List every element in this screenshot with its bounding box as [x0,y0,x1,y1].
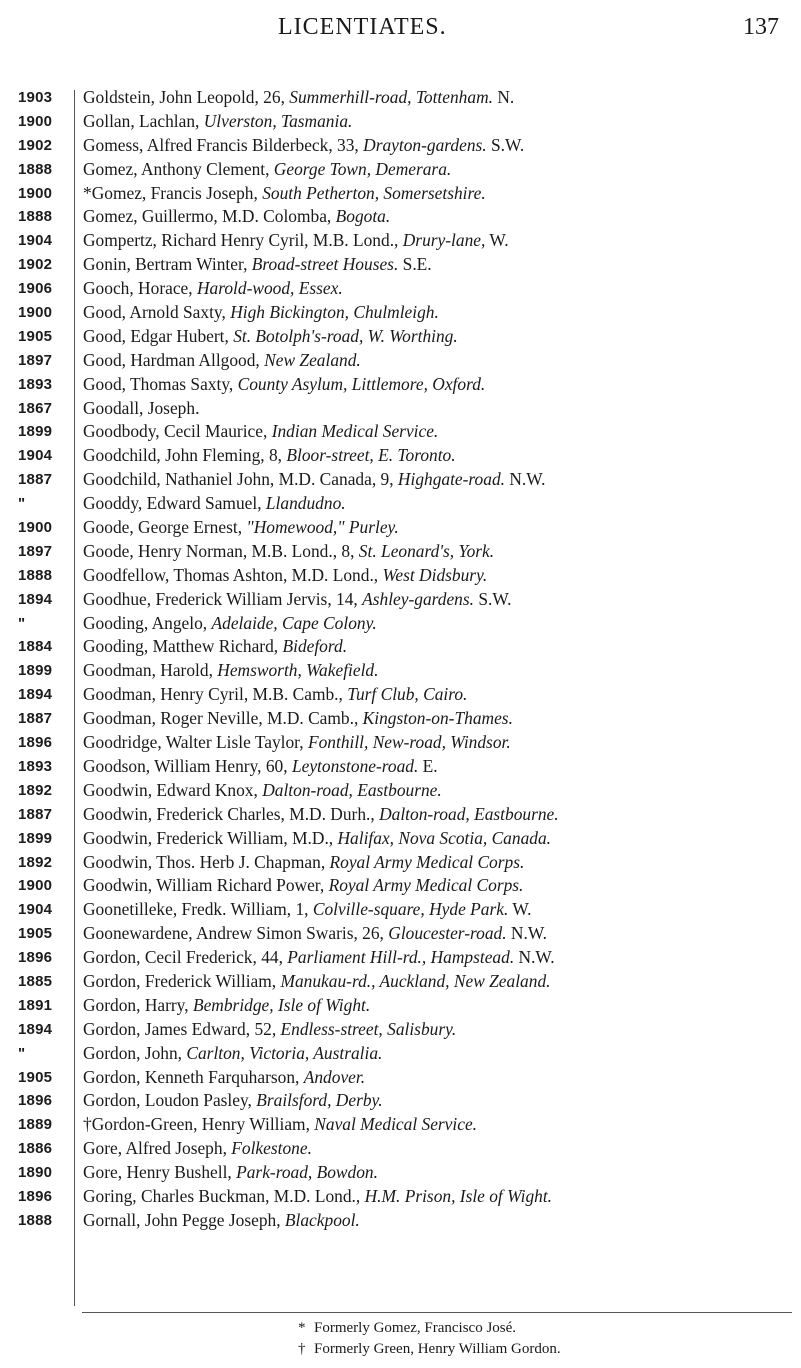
entry-year: 1897 [18,542,53,560]
entry-name: Goodwin, William Richard Power, [83,875,329,896]
entry-name: Gordon, James Edward, 52, [83,1018,281,1039]
entry-text [83,397,795,421]
entry-address: Drayton-gardens. [363,134,487,155]
entry-address: Endless-street, Salisbury. [280,1018,457,1039]
list-item [0,420,801,444]
entry-text [83,205,795,229]
list-item [0,373,801,397]
entry-address: Llandudno. [265,493,346,514]
entry-address: Bembridge, Isle of Wight. [192,994,371,1015]
entry-name: Goldstein, John Leopold, 26, [83,87,290,107]
list-item [0,1185,801,1209]
page-number: 137 [743,14,779,40]
list-item [0,444,801,468]
entry-address: Ashley-gardens. [362,588,474,609]
entry-name: †Gordon-Green, Henry William, [83,1114,315,1135]
entry-year: 1897 [18,351,53,369]
list-item [0,994,801,1018]
entry-text [83,588,795,612]
list-item [0,1089,801,1113]
list-item [0,1209,801,1233]
footnote-rule [82,1312,792,1313]
entry-text [83,253,795,277]
entry-text [83,731,795,755]
list-item [0,1018,801,1042]
list-item [0,946,801,970]
entry-name: Gornall, John Pegge Joseph, [83,1209,285,1230]
entry-year: 1892 [18,853,53,871]
entry-postal-district: N.W. [505,469,546,490]
entry-year: 1900 [18,184,53,202]
entry-text [83,1018,795,1042]
list-item [0,588,801,612]
list-item [0,851,801,875]
entry-name: Goonewardene, Andrew Simon Swaris, 26, [83,923,389,944]
entry-address: New Zealand. [264,349,361,370]
entry-year: 1885 [18,972,53,990]
entry-text [83,468,795,492]
page-header [0,14,801,54]
entry-text [83,779,795,803]
entry-text [83,1066,795,1090]
footnote [0,1318,801,1339]
entry-name: Gordon, Harry, [83,994,193,1015]
footnote-text: Formerly Green, Henry William Gordon. [314,1341,561,1357]
list-item [0,1113,801,1137]
entry-year: 1889 [18,1116,53,1134]
entry-text [83,946,795,970]
list-item [0,922,801,946]
entry-address: Bideford. [282,636,348,657]
entry-postal-district: N.W. [506,923,547,944]
entry-year: 1887 [18,471,53,489]
entry-name: *Gomez, Francis Joseph, [83,182,263,203]
entry-text [83,970,795,994]
entry-text [83,1042,795,1066]
entry-name: Goodwin, Frederick William, M.D., [83,827,338,848]
entry-year: 1887 [18,710,53,728]
entry-year: 1886 [18,1140,53,1158]
entry-address: Fonthill, New-road, Windsor. [307,732,511,753]
entry-year: 1905 [18,1068,53,1086]
footnotes [0,1318,801,1360]
entry-text [83,1089,795,1113]
entry-year: 1888 [18,566,53,584]
entry-year: " [18,495,26,513]
entry-text [83,612,795,636]
entry-text [83,803,795,827]
list-item [0,803,801,827]
entry-address: Adelaide, Cape Colony. [211,612,377,633]
list-item [0,1042,801,1066]
entry-name: Goodall, Joseph. [83,397,200,418]
entry-name: Gordon, Kenneth Farquharson, [83,1066,304,1087]
entry-text [83,1209,795,1233]
entry-text [83,492,795,516]
entry-year: " [18,1044,26,1062]
entry-name: Good, Thomas Saxty, [83,373,238,394]
entry-text [83,659,795,683]
entry-year: 1899 [18,829,53,847]
entry-postal-district: S.W. [486,134,525,155]
entry-address: Royal Army Medical Corps. [328,875,524,896]
entry-year: 1899 [18,662,53,680]
entry-name: Gooding, Angelo, [83,612,212,633]
list-item [0,516,801,540]
entry-address: Brailsford, Derby. [256,1090,383,1111]
list-item [0,325,801,349]
entry-text [83,564,795,588]
entry-address: Manukau-rd., Auckland, New Zealand. [280,970,551,991]
entry-address: Turf Club, Cairo. [347,684,468,705]
entry-year: 1888 [18,160,53,178]
entry-text [83,1161,795,1185]
entry-address: Dalton-road, Eastbourne. [379,803,559,824]
entry-year: 1899 [18,423,53,441]
entry-address: Dalton-road, Eastbourne. [262,779,442,800]
entry-address: Bogota. [335,206,391,227]
entry-text [83,325,795,349]
entry-text [83,373,795,397]
entry-address: "Homewood," Purley. [246,517,399,538]
entry-address: Gloucester-road. [388,923,507,944]
entry-text [83,277,795,301]
entry-year: 1905 [18,925,53,943]
entry-year: 1905 [18,327,53,345]
licentiate-list [0,86,801,1233]
entry-year: 1896 [18,949,53,967]
entry-text [83,994,795,1018]
entry-year: 1904 [18,447,53,465]
entry-text [83,707,795,731]
entry-year: 1884 [18,638,53,656]
entry-address: Carlton, Victoria, Australia. [186,1042,383,1063]
list-item [0,253,801,277]
entry-postal-district: S.E. [398,254,432,275]
footnote-mark: * [298,1320,306,1336]
list-item [0,731,801,755]
entry-text [83,110,795,134]
list-item [0,1066,801,1090]
entry-address: Parliament Hill-rd., Hampstead. [287,947,515,968]
entry-year: 1902 [18,256,53,274]
entry-name: Goodridge, Walter Lisle Taylor, [83,732,308,753]
entry-year: 1896 [18,734,53,752]
entry-name: Goode, Henry Norman, M.B. Lond., 8, [83,540,359,561]
entry-name: Goodman, Henry Cyril, M.B. Camb., [83,684,348,705]
entry-text [83,86,795,110]
entry-text [83,420,795,444]
entry-address: County Asylum, Littlemore, Oxford. [237,373,486,394]
entry-name: Goode, George Ernest, [83,517,247,538]
entry-text [83,898,795,922]
entry-address: H.M. Prison, Isle of Wight. [364,1185,553,1206]
list-item [0,277,801,301]
entry-name: Gollan, Lachlan, [83,110,204,131]
entry-name: Gordon, Loudon Pasley, [83,1090,257,1111]
entry-year: 1896 [18,1187,53,1205]
list-item [0,1137,801,1161]
list-item [0,540,801,564]
list-item [0,205,801,229]
entry-year: 1900 [18,304,53,322]
entry-address: St. Leonard's, York. [358,540,495,561]
entry-name: Good, Edgar Hubert, [83,325,234,346]
entry-text [83,683,795,707]
list-item [0,1161,801,1185]
entry-address: George Town, Demerara. [273,158,452,179]
list-item [0,755,801,779]
entry-text [83,134,795,158]
entry-name: Goring, Charles Buckman, M.D. Lond., [83,1185,365,1206]
list-item [0,683,801,707]
list-item [0,397,801,421]
list-item [0,86,801,110]
entry-address: Halifax, Nova Scotia, Canada. [337,827,552,848]
entry-year: 1894 [18,590,53,608]
entry-text [83,635,795,659]
entry-postal-district: E. [418,755,438,776]
entry-address: Harold-wood, Essex. [196,278,343,299]
list-item [0,134,801,158]
entry-year: 1888 [18,208,53,226]
entry-name: Goodman, Harold, [83,660,218,681]
entry-year: 1900 [18,877,53,895]
entry-text [83,1113,795,1137]
entry-name: Goodwin, Frederick Charles, M.D. Durh., [83,803,380,824]
entry-year: 1890 [18,1164,53,1182]
entry-address: Broad-street Houses. [251,254,399,275]
entry-year: 1867 [18,399,53,417]
entry-name: Goodwin, Edward Knox, [83,779,263,800]
list-item [0,970,801,994]
entry-address: Blackpool. [284,1209,360,1230]
entry-address: Colville-square, Hyde Park. [312,899,509,920]
entry-year: 1900 [18,519,53,537]
entry-text [83,827,795,851]
entry-name: Goodman, Roger Neville, M.D. Camb., [83,708,363,729]
list-item [0,110,801,134]
entry-text [83,1185,795,1209]
entry-address: Hemsworth, Wakefield. [217,660,379,681]
entry-address: South Petherton, Somersetshire. [262,182,486,203]
entry-name: Goodchild, Nathaniel John, M.D. Canada, 9, [83,469,398,490]
entry-address: Indian Medical Service. [271,421,439,442]
entry-year: 1894 [18,1020,53,1038]
list-item [0,492,801,516]
entry-year: 1894 [18,686,53,704]
entry-name: Gordon, Frederick William, [83,970,281,991]
entry-postal-district: N. [492,87,515,107]
list-item [0,349,801,373]
entry-name: Gompertz, Richard Henry Cyril, M.B. Lond., [83,230,403,251]
entry-year: 1893 [18,375,53,393]
entry-address: Bloor-street, E. Toronto. [286,445,456,466]
footnote [0,1339,801,1360]
entry-postal-district: N.W. [514,947,555,968]
list-item [0,182,801,206]
entry-postal-district: W. [485,230,509,251]
footnote-text: Formerly Gomez, Francisco José. [314,1320,517,1336]
entry-name: Goodchild, John Fleming, 8, [83,445,287,466]
entry-text [83,182,795,206]
entry-name: Gordon, John, [83,1042,187,1063]
entry-address: Leytonstone-road. [291,755,419,776]
entry-name: Gonin, Bertram Winter, [83,254,252,275]
entry-name: Good, Hardman Allgood, [83,349,265,370]
entry-name: Gooding, Matthew Richard, [83,636,283,657]
entry-address: High Bickington, Chulmleigh. [230,302,439,323]
entry-year: 1888 [18,1211,53,1229]
entry-year: 1906 [18,280,53,298]
entry-name: Goodwin, Thos. Herb J. Chapman, [83,851,330,872]
entry-text [83,755,795,779]
entry-name: Goodbody, Cecil Maurice, [83,421,272,442]
entry-address: Highgate-road. [397,469,505,490]
entry-address: St. Botolph's-road, W. Worthing. [233,325,458,346]
list-item [0,898,801,922]
entry-text [83,349,795,373]
entry-year: 1904 [18,232,53,250]
entry-text [83,301,795,325]
entry-name: Goodson, William Henry, 60, [83,755,292,776]
entry-text [83,874,795,898]
entry-address: Summerhill-road, Tottenham. [289,87,493,107]
list-item [0,827,801,851]
entry-address: Andover. [303,1066,366,1087]
entry-text [83,229,795,253]
entry-address: West Didsbury. [382,564,488,585]
entry-text [83,444,795,468]
entry-name: Gooddy, Edward Samuel, [83,493,266,514]
list-item [0,229,801,253]
entry-address: Folkestone. [231,1138,312,1159]
list-item [0,659,801,683]
entry-address: Ulverston, Tasmania. [203,110,353,131]
entry-text [83,540,795,564]
list-item [0,779,801,803]
entry-address: Naval Medical Service. [314,1114,478,1135]
list-item [0,301,801,325]
entry-name: Gore, Alfred Joseph, [83,1138,232,1159]
entry-year: 1893 [18,757,53,775]
running-title: LICENTIATES. [278,14,447,40]
entry-postal-district: W. [508,899,532,920]
entry-name: Gomess, Alfred Francis Bilderbeck, 33, [83,134,364,155]
entry-year: 1896 [18,1092,53,1110]
entry-year: 1887 [18,805,53,823]
entry-year: 1892 [18,781,53,799]
entry-year: " [18,614,26,632]
entry-year: 1904 [18,901,53,919]
entry-name: Gomez, Guillermo, M.D. Colomba, [83,206,336,227]
list-item [0,468,801,492]
entry-address: Royal Army Medical Corps. [329,851,525,872]
entry-year: 1891 [18,996,53,1014]
entry-text [83,1137,795,1161]
entry-name: Gore, Henry Bushell, [83,1162,237,1183]
entry-year: 1902 [18,136,53,154]
entry-name: Gomez, Anthony Clement, [83,158,274,179]
entry-name: Goodfellow, Thomas Ashton, M.D. Lond., [83,564,383,585]
entry-address: Drury-lane, [402,230,486,251]
list-item [0,635,801,659]
entry-name: Gooch, Horace, [83,278,197,299]
entry-address: Kingston-on-Thames. [362,708,513,729]
list-item [0,158,801,182]
entry-postal-district: S.W. [474,588,512,609]
entry-text [83,516,795,540]
entry-name: Goonetilleke, Fredk. William, 1, [83,899,313,920]
footnote-mark: † [298,1341,306,1357]
entry-address: Park-road, Bowdon. [236,1162,378,1183]
entry-text [83,851,795,875]
list-item [0,707,801,731]
entry-text [83,158,795,182]
entry-text [83,922,795,946]
list-item [0,612,801,636]
entry-name: Good, Arnold Saxty, [83,302,231,323]
list-item [0,874,801,898]
list-item [0,564,801,588]
entry-name: Goodhue, Frederick William Jervis, 14, [83,588,363,609]
entry-year: 1900 [18,112,53,130]
entry-year: 1903 [18,89,53,106]
entry-name: Gordon, Cecil Frederick, 44, [83,947,288,968]
